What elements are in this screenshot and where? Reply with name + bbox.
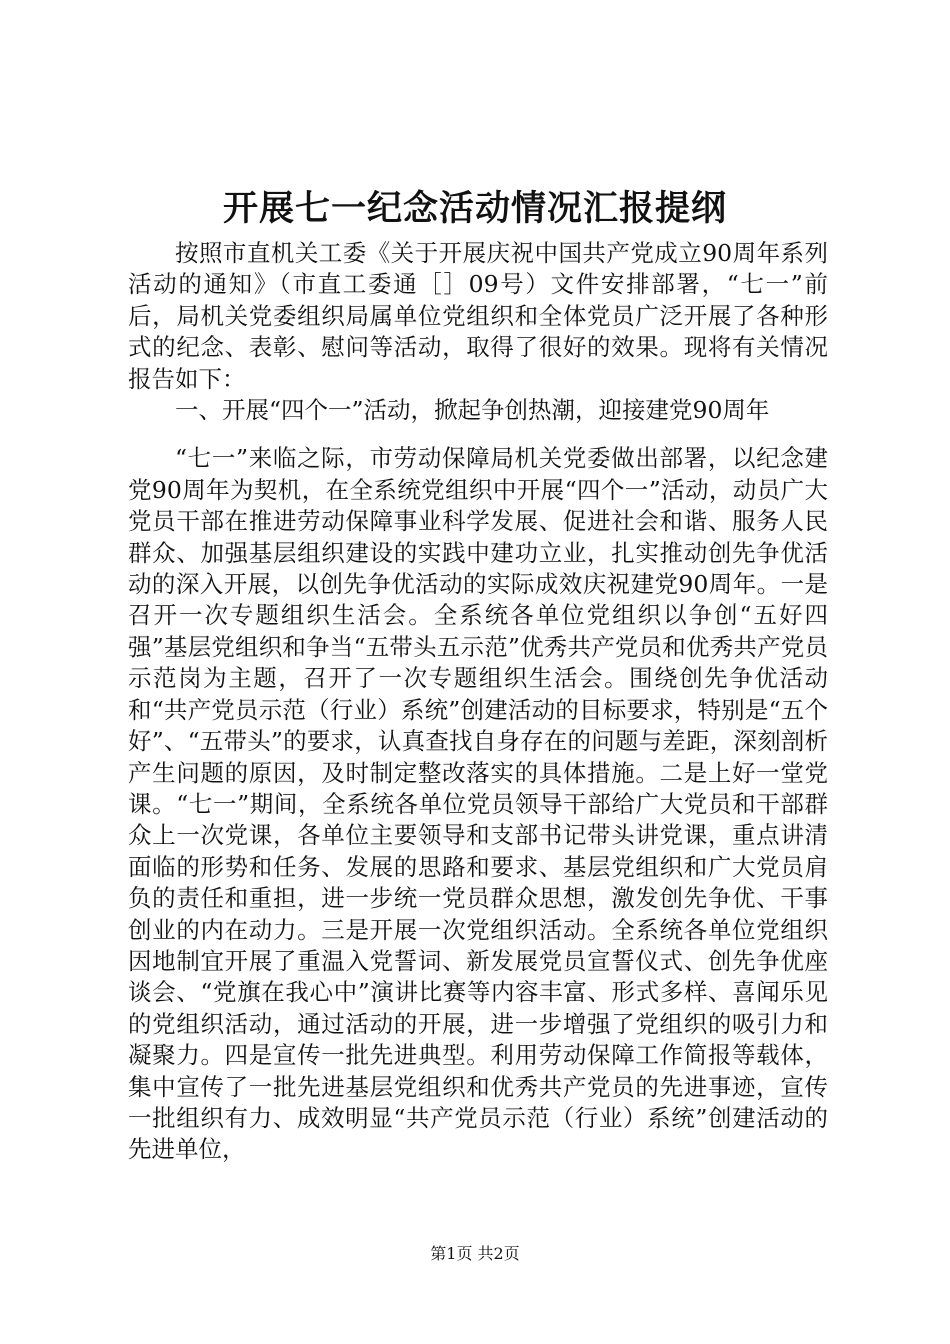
- intro-paragraph: 按照市直机关工委《关于开展庆祝中国共产党成立90周年系列活动的通知》（市直工委通［］09号）文件安排部署，“七一”前后，局机关党委组织局属单位党组织和全体党员广泛开展了各种形式的纪念、表彰、慰问等活动，取得了很好的效果。现将有关情况报告如下：: [128, 239, 828, 393]
- section-heading: 一、开展“四个一”活动，掀起争创热潮，迎接建党90周年: [175, 396, 770, 425]
- page-number-footer: 第1页 共2页: [430, 1244, 520, 1263]
- document-body: [128, 238, 828, 1166]
- document-title: 开展七一纪念活动情况汇报提纲: [222, 188, 727, 229]
- section-paragraph: “七一”来临之际，市劳动保障局机关党委做出部署，以纪念建党90周年为契机，在全系统党组织中开展“四个一”活动，动员广大党员干部在推进劳动保障事业科学发展、促进社会和谐、服务人民群众、加强基层组织建设的实践中建功立业，扎实推动创先争优活动的深入开展，以创先争优活动的实际成效庆祝建党90周年。一是召开一次专题组织生活会。全系统各单位党组织以争创“五好四强”基层党组织和争当“五带头五示范”优秀共产党员和优秀共产党员示范岗为主题，召开了一次专题组织生活会。围绕创先争优活动和“共产党员示范（行业）系统”创建活动的目标要求，特别是“五个好”、“五带头”的要求，认真查找自身存在的问题与差距，深刻剖析产生问题的原因，及时制定整改落实的具体措施。二是上好一堂党课。“七一”期间，全系统各单位党员领导干部给广大党员和干部群众上一次党课，各单位主要领导和支部书记带头讲党课，重点讲清面临的形势和任务、发展的思路和要求、基层党组织和广大党员肩负的责任和重担，进一步统一党员群众思想，激发创先争优、干事创业的内在动力。三是开展一次党组织活动。全系统各单位党组织因地制宜开展了重温入党誓词、新发展党员宣誓仪式、创先争优座谈会、“党旗在我心中”演讲比赛等内容丰富、形式多样、喜闻乐见的党组织活动，通过活动的开展，进一步增强了党组织的吸引力和凝聚力。四是宣传一批先进典型。利用劳动保障工作简报等载体，集中宣传了一批先进基层党组织和优秀共产党员的先进事迹，宣传一批组织有力、成效明显“共产党员示范（行业）系统”创建活动的先进单位，: [128, 444, 828, 1164]
